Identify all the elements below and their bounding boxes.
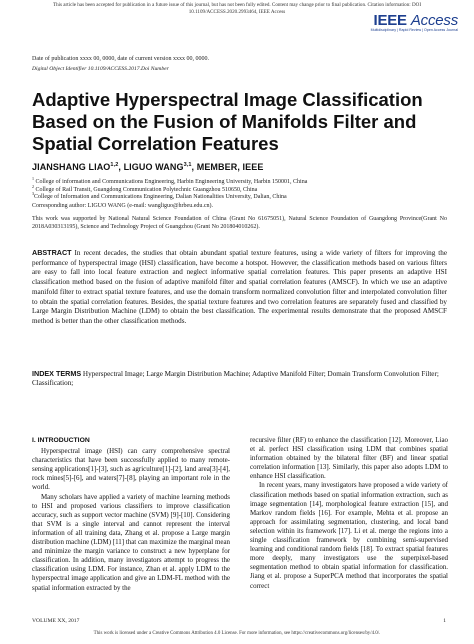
- abstract-text: In recent decades, the studies that obtain abundant spatial texture features, using a wide variety of filters for improving the performance of hyperspectral image (HSI) classification, have become a hotspot. However, the classification methods based on various filters are easy to fall into local feature extraction and neglect informative spatial correlation features. This paper presents an adaptive HSI classification method based on the fusion of adaptive manifold filter and spatial correlation features (AMSCF). In which we use an adaptive manifold filter to extract spatial texture features, and use the domain transform normalized convolution filter and interpolated convolution filter to obtain the spatial correlation features. Besides, the spatial texture features and two correlation features are separately fused and classified by Large Margin Distribution Machine (LDM) to obtain the best classification. The experimental results demonstrate that the proposed AMSCF method is better than the other classification methods.: [32, 249, 447, 325]
- affiliation-2-text: College of Rail Transit, Guangdong Communication Polytechnic Guangzhou 510650, China: [34, 186, 258, 193]
- doi-line: Digital Object Identifier 10.1109/ACCESS.2017.Doi Number: [32, 66, 169, 72]
- affiliation-2-sup: 2: [32, 183, 34, 189]
- page-number: 1: [443, 618, 446, 624]
- author-suffix: , MEMBER, IEEE: [191, 162, 264, 172]
- abstract-label: ABSTRACT: [32, 248, 72, 257]
- author-2: LIGUO WANG: [123, 162, 184, 172]
- affiliation-1-text: College of information and Communications Engineering, Harbin Engineering University, Harbin 150001, China: [34, 179, 308, 185]
- volume-footer: VOLUME XX, 2017: [32, 618, 80, 624]
- index-terms-label: INDEX TERMS: [32, 369, 82, 378]
- logo-brand: IEEE: [373, 12, 407, 29]
- logo-product: Access: [410, 12, 458, 29]
- logo-tagline: Multidisciplinary | Rapid Review | Open Access Journal: [370, 28, 458, 32]
- author-list: JIANSHANG LIAO$^{1,2}$, LIGUO WANG$^{3,1}$, MEMBER, IEEE: [32, 162, 264, 172]
- abstract: [32, 248, 447, 327]
- license-notice: This work is licensed under a Creative Commons Attribution 4.0 License. For more information, see https://creativecommons.org/licenses/by/4.0/.: [93, 631, 381, 636]
- body-column-right: [250, 436, 448, 591]
- publication-dates: Date of publication xxxx 00, 0000, date of current version xxxx 00, 0000.: [32, 56, 209, 62]
- paper-title: Adaptive Hyperspectral Image Classification Based on the Fusion of Manifolds Filter and Spatial Correlation Features: [32, 89, 423, 154]
- notice-line-2: 10.1109/ACCESS.2020.2993464, IEEE Access: [188, 8, 286, 15]
- author-1-affil: 1,2: [110, 162, 119, 168]
- funding-statement: This work was supported by National Natural Science Foundation of China (Grant No 61675051), Natural Science Foundation of Guangdong Province(Grant No 2018A030313195), Science and Technology Project of Guangzhou (Grant No 201804010262).: [32, 216, 447, 230]
- affiliation-1-sup: 1: [32, 176, 34, 181]
- affiliation-3-text: College of Information and Communications Engineering, Dalian Nationalities University, Dalian, China: [34, 194, 287, 201]
- index-terms: [32, 369, 447, 389]
- notice-line-1: This article has been accepted for publication in a future issue of this journal, but has not been fully edited. Content may change prior to final publication. Citation information: DOI: [52, 2, 422, 8]
- section-heading-introduction: I. INTRODUCTION: [32, 437, 90, 444]
- intro-paragraph-1: Hyperspectral image (HSI) can carry comprehensive spectral characteristics that have been successfully applied to many remote-sensing applications[1]-[3], such as agriculture[1]-[2], land area[3]-[4], rock mines[5]-[6], and waters[7]-[8], playing an important role in the world.: [32, 447, 230, 492]
- intro-paragraph-4: In recent years, many investigators have proposed a wide variety of classification methods based on spatial information extraction, such as image segmentation [14], morphological feature extraction [15], and Markov random fields [16]. For example, Mehta et al. propose an approach for assimilating segmentation, clustering, and local band selection within its framework [17]. Li et al. merge the regions into a single classification framework by combining semi-supervised learning and conditional random fields [18]. To extract spatial features more deeply, many investigators use the superpixel-based segmentation method to obtain spatial information for classification. Jiang et al. propose a SuperPCA method that incorporates the spatial correct: [250, 481, 448, 590]
- affiliation-3-sup: 3: [32, 191, 34, 197]
- author-2-affil: 3,1: [183, 162, 192, 168]
- author-1: JIANSHANG LIAO: [32, 162, 111, 172]
- corresponding-author: Corresponding author: LIGUO WANG (e-mail: wangliguo@hrbeu.edu.cn).: [32, 203, 214, 209]
- body-column-left: [32, 436, 230, 593]
- intro-paragraph-3: recursive filter (RF) to enhance the classification [12]. Moreover, Liao et al. perfect HSI classification using LDM that combines spatial information obtained by the bilateral filter (BF) and linear spatial correlation information [13]. Similarly, this paper also adopts LDM to enhance HSI classification.: [250, 436, 448, 481]
- intro-paragraph-2: Many scholars have applied a variety of machine learning methods to HSI and proposed various classifiers to improve classification accuracy, such as support vector machine (SVM) [9]-[10]. Considering that SVM is a single interval and cannot represent the interval information of all training data, Zhang et al. propose a Large margin distribution machine (LDM) [11] that can maximize the marginal mean and minimize the margin variance to construct a new hyperplane for classification. In addition, many investigators attempt to progress the classification using LDM. For instance, Zhan et al. apply LDM to the hyperspectral image application and give an LDM-FL method with the spatial information extracted by the: [32, 492, 230, 592]
- ieee-access-logo: [371, 13, 458, 33]
- index-terms-text: Hyperspectral Image; Large Margin Distribution Machine; Adaptive Manifold Filter; Domain Transform Convolution Filter; Classification;: [32, 370, 439, 388]
- affiliation-3: [32, 190, 287, 202]
